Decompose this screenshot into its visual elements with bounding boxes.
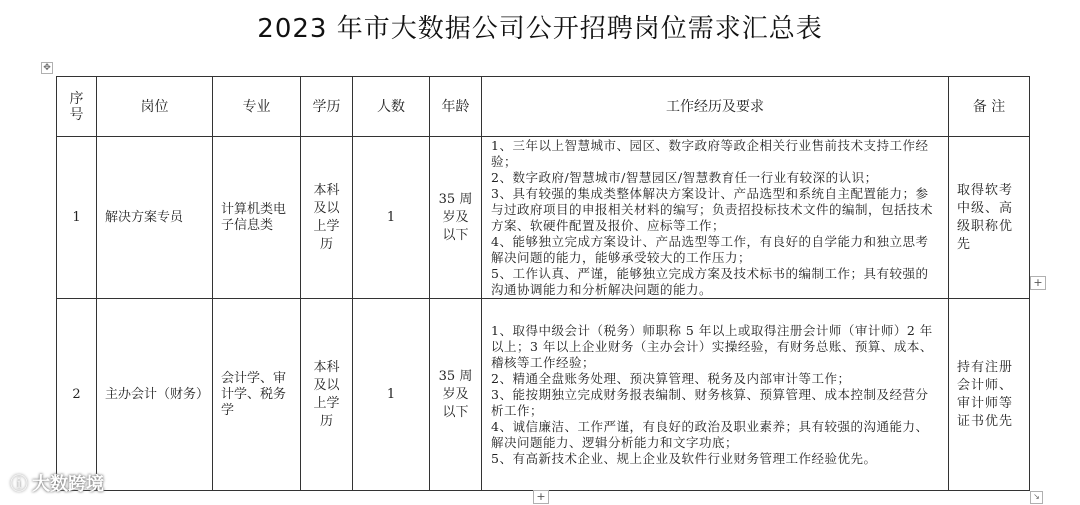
header-requirements: 工作经历及要求 — [482, 77, 949, 137]
page-title: 2023 年市大数据公司公开招聘岗位需求汇总表 — [257, 14, 823, 44]
cell-position: 解决方案专员 — [97, 137, 213, 299]
requirement-item: 1、三年以上智慧城市、园区、数字政府等政企相关行业售前技术支持工作经验； — [491, 137, 929, 169]
header-seq: 序号 — [57, 77, 97, 137]
cell-requirements — [482, 299, 949, 491]
add-row-right-button[interactable]: + — [1030, 276, 1046, 290]
requirement-item: 4、诚信廉洁、工作严谨，有良好的政治及职业素养；具有较强的沟通能力、解决问题能力、逻辑分析能力和文字功底； — [491, 418, 929, 450]
requirement-item: 1、取得中级会计（税务）师职称 5 年以上或取得注册会计师（审计师）2 年以上；3 年以上企业财务（主办会计）实操经验，有财务总账、预算、成本、稽核等工作经验； — [491, 322, 933, 370]
header-age: 年龄 — [430, 77, 482, 137]
cell-seq: 1 — [57, 137, 97, 299]
requirements-list — [482, 323, 948, 467]
requirement-item: 5、工作认真、严谨，能够独立完成方案及技术标书的编制工作；具有较强的沟通协调能力和分析解决问题的能力。 — [491, 265, 929, 297]
cell-age: 35 周岁及以下 — [430, 299, 482, 491]
cell-major: 计算机类电子信息类 — [213, 137, 301, 299]
table-move-handle-icon[interactable]: ✥ — [41, 62, 53, 74]
add-row-bottom-button[interactable]: + — [533, 490, 549, 504]
table-resize-handle-icon[interactable]: ↘ — [1030, 491, 1043, 504]
cell-education: 本科及以上学历 — [301, 299, 353, 491]
table-row — [57, 137, 1030, 299]
cell-age: 35 周岁及以下 — [430, 137, 482, 299]
watermark-logo-icon: ⓘ — [10, 474, 28, 495]
cell-seq: 2 — [57, 299, 97, 491]
header-major: 专业 — [213, 77, 301, 137]
requirements-list — [482, 138, 948, 298]
requirement-item: 3、能按期独立完成财务报表编制、财务核算、预算管理、成本控制及经营分析工作； — [491, 386, 929, 418]
cell-remark: 取得软考中级、高级职称优先 — [949, 137, 1030, 299]
recruitment-table — [56, 76, 1030, 491]
header-education: 学历 — [301, 77, 353, 137]
cell-requirements — [482, 137, 949, 299]
requirement-item: 5、有高新技术企业、规上企业及软件行业财务管理工作经验优先。 — [491, 450, 877, 466]
watermark-text: 大数跨境 — [32, 474, 104, 495]
cell-remark: 持有注册会计师、审计师等证书优先 — [949, 299, 1030, 491]
cell-count: 1 — [353, 137, 430, 299]
table-header-row — [57, 77, 1030, 137]
requirement-item: 3、具有较强的集成类整体解决方案设计、产品选型和系统自主配置能力；参与过政府项目的申报相关材料的编写；负责招投标技术文件的编制，包括技术方案、软硬件配置及报价、应标等工作； — [491, 185, 934, 233]
cell-education: 本科及以上学历 — [301, 137, 353, 299]
header-position: 岗位 — [97, 77, 213, 137]
header-count: 人数 — [353, 77, 430, 137]
table-row — [57, 299, 1030, 491]
requirement-item: 2、精通全盘账务处理、预决算管理、税务及内部审计等工作； — [491, 370, 851, 386]
header-remark: 备 注 — [949, 77, 1030, 137]
requirement-item: 4、能够独立完成方案设计、产品选型等工作，有良好的自学能力和独立思考解决问题的能力，能够承受较大的工作压力； — [491, 233, 929, 265]
requirement-item: 2、数字政府/智慧城市/智慧园区/智慧教育任一行业有较深的认识； — [491, 169, 878, 185]
cell-position: 主办会计（财务） — [97, 299, 213, 491]
cell-major: 会计学、审计学、税务学 — [213, 299, 301, 491]
watermark — [10, 470, 104, 496]
cell-count: 1 — [353, 299, 430, 491]
